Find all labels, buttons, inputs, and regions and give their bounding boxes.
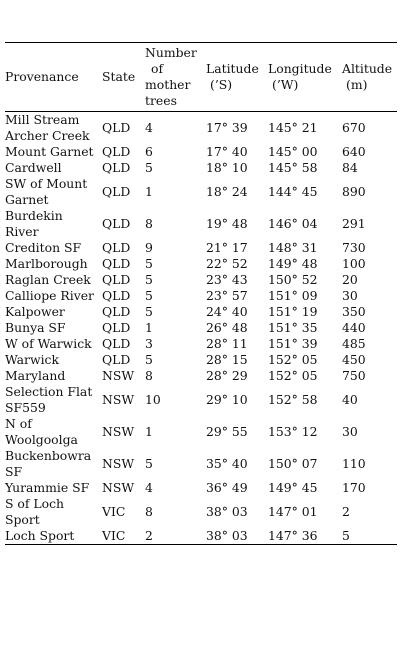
cell-longitude: 153° 12 [268,424,318,439]
cell-mother-trees: 2 [145,528,153,543]
cell-state: QLD [102,216,131,231]
cell-altitude: 84 [342,160,358,175]
cell-longitude: 149° 45 [268,480,318,495]
cell-latitude: 17° 40 [206,144,248,159]
header-longitude-unit: (’W) [272,77,299,92]
cell-provenance: W of Warwick [5,336,92,351]
cell-state: QLD [102,304,131,319]
cell-mother-trees: 5 [145,272,153,287]
cell-state: VIC [102,528,126,543]
cell-latitude: 19° 48 [206,216,248,231]
cell-state: QLD [102,144,131,159]
cell-provenance: Mount Garnet [5,144,94,159]
cell-state: QLD [102,320,131,335]
header-altitude-unit: (m) [346,77,368,92]
table-row [5,288,397,304]
cell-provenance: Bunya SF [5,320,66,335]
table-row [5,496,397,528]
cell-mother-trees: 3 [145,336,153,351]
header-latitude [206,43,268,112]
cell-latitude: 22° 52 [206,256,248,271]
cell-provenance: Kalpower [5,304,65,319]
table-header [5,43,397,112]
header-altitude [342,43,397,112]
cell-mother-trees: 9 [145,240,153,255]
cell-longitude: 151° 39 [268,336,318,351]
cell-longitude: 151° 09 [268,288,318,303]
cell-mother-trees: 8 [145,216,153,231]
cell-state: QLD [102,160,131,175]
cell-mother-trees: 5 [145,352,153,367]
cell-altitude: 2 [342,504,350,519]
cell-latitude: 23° 57 [206,288,248,303]
cell-state: QLD [102,256,131,271]
cell-altitude: 110 [342,456,366,471]
table-row [5,528,397,545]
provenance-table [5,42,397,545]
cell-altitude: 170 [342,480,366,495]
cell-altitude: 485 [342,336,366,351]
cell-longitude: 152° 05 [268,368,318,383]
cell-provenance: Calliope River [5,288,94,303]
header-state: State [102,69,136,84]
cell-altitude: 440 [342,320,366,335]
cell-latitude: 18° 10 [206,160,248,175]
cell-mother-trees: 1 [145,184,153,199]
cell-mother-trees: 6 [145,144,153,159]
cell-state: VIC [102,504,126,519]
cell-mother-trees: 5 [145,160,153,175]
cell-provenance: SW of Mount Garnet [5,176,88,207]
table-row [5,384,397,416]
cell-latitude: 38° 03 [206,528,248,543]
cell-latitude: 18° 24 [206,184,248,199]
cell-longitude: 147° 36 [268,528,318,543]
cell-mother-trees: 5 [145,456,153,471]
header-latitude-unit: (’S) [210,77,233,92]
cell-latitude: 23° 43 [206,272,248,287]
table-row [5,256,397,272]
cell-mother-trees: 5 [145,288,153,303]
cell-mother-trees: 5 [145,256,153,271]
cell-mother-trees: 4 [145,120,153,135]
cell-latitude: 29° 55 [206,424,248,439]
cell-latitude: 24° 40 [206,304,248,319]
cell-longitude: 151° 35 [268,320,318,335]
cell-altitude: 30 [342,288,358,303]
cell-provenance: Warwick [5,352,59,367]
cell-provenance: Cardwell [5,160,62,175]
cell-state: NSW [102,392,135,407]
cell-longitude: 144° 45 [268,184,318,199]
cell-provenance: Raglan Creek [5,272,91,287]
cell-state: QLD [102,272,131,287]
cell-state: QLD [102,352,131,367]
cell-latitude: 21° 17 [206,240,248,255]
cell-state: QLD [102,288,131,303]
table-row [5,208,397,240]
table-row [5,480,397,496]
cell-latitude: 17° 39 [206,120,248,135]
cell-longitude: 146° 04 [268,216,318,231]
cell-provenance: Maryland [5,368,66,383]
table-row [5,448,397,480]
cell-latitude: 28° 29 [206,368,248,383]
cell-mother-trees: 5 [145,304,153,319]
cell-state: NSW [102,368,135,383]
header-mother-trees-line: Number [145,45,197,60]
cell-longitude: 151° 19 [268,304,318,319]
cell-state: QLD [102,120,131,135]
table-row [5,368,397,384]
cell-altitude: 750 [342,368,366,383]
cell-latitude: 29° 10 [206,392,248,407]
cell-altitude: 670 [342,120,366,135]
cell-longitude: 148° 31 [268,240,318,255]
cell-altitude: 20 [342,272,358,287]
table-row [5,352,397,368]
cell-altitude: 640 [342,144,366,159]
provenance-table-container [5,42,397,545]
cell-state: QLD [102,240,131,255]
cell-longitude: 145° 00 [268,144,318,159]
cell-latitude: 26° 48 [206,320,248,335]
header-mother-trees-line: trees [145,93,177,108]
cell-mother-trees: 1 [145,320,153,335]
header-mother-trees-line: of [151,61,164,76]
cell-altitude: 291 [342,216,366,231]
cell-provenance: Selection Flat SF559 [5,384,93,415]
cell-altitude: 890 [342,184,366,199]
table-row [5,112,397,145]
table-row [5,160,397,176]
cell-latitude: 28° 11 [206,336,248,351]
cell-longitude: 145° 21 [268,120,318,135]
cell-mother-trees: 8 [145,368,153,383]
header-longitude-line: Longitude [268,61,332,76]
table-row [5,240,397,256]
cell-mother-trees: 1 [145,424,153,439]
cell-longitude: 152° 58 [268,392,318,407]
cell-mother-trees: 10 [145,392,161,407]
header-provenance: Provenance [5,69,79,84]
header-row [5,43,397,112]
table-row [5,272,397,288]
table-body [5,112,397,545]
cell-state: QLD [102,184,131,199]
cell-longitude: 145° 58 [268,160,318,175]
table-row [5,144,397,160]
cell-altitude: 350 [342,304,366,319]
table-row [5,336,397,352]
cell-provenance: Crediton SF [5,240,82,255]
cell-altitude: 100 [342,256,366,271]
table-row [5,304,397,320]
cell-altitude: 730 [342,240,366,255]
cell-state: NSW [102,480,135,495]
header-altitude-line: Altitude [342,61,393,76]
header-longitude [268,43,342,112]
cell-provenance: S of Loch Sport [5,496,65,527]
header-latitude-line: Latitude [206,61,259,76]
cell-provenance: Marlborough [5,256,88,271]
table-row [5,416,397,448]
cell-provenance: Buckenbowra SF [5,448,92,479]
cell-state: NSW [102,424,135,439]
cell-longitude: 149° 48 [268,256,318,271]
table-row [5,320,397,336]
cell-provenance: Loch Sport [5,528,75,543]
cell-latitude: 35° 40 [206,456,248,471]
header-mother-trees [145,43,206,112]
cell-latitude: 36° 49 [206,480,248,495]
cell-state: NSW [102,456,135,471]
cell-longitude: 150° 07 [268,456,318,471]
cell-latitude: 28° 15 [206,352,248,367]
cell-provenance: N of Woolgoolga [5,416,78,447]
table-row [5,176,397,208]
header-mother-trees-line: mother [145,77,191,92]
cell-latitude: 38° 03 [206,504,248,519]
cell-state: QLD [102,336,131,351]
cell-provenance: Mill Stream Archer Creek [5,112,90,143]
cell-provenance: Burdekin River [5,208,63,239]
cell-longitude: 152° 05 [268,352,318,367]
cell-altitude: 40 [342,392,358,407]
cell-altitude: 30 [342,424,358,439]
cell-altitude: 450 [342,352,366,367]
cell-altitude: 5 [342,528,350,543]
cell-longitude: 147° 01 [268,504,318,519]
cell-provenance: Yurammie SF [5,480,90,495]
cell-longitude: 150° 52 [268,272,318,287]
cell-mother-trees: 8 [145,504,153,519]
cell-mother-trees: 4 [145,480,153,495]
